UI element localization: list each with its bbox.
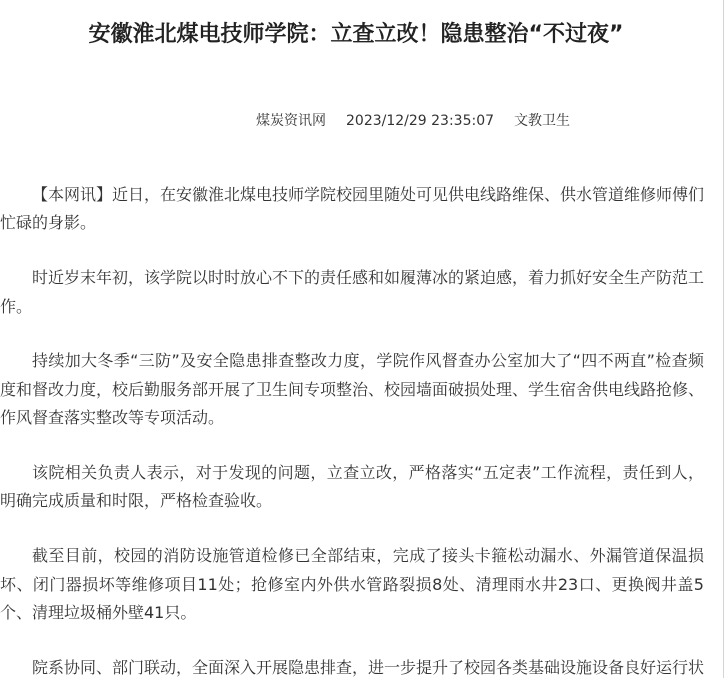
article-paragraph: 时近岁末年初，该学院以时时放心不下的责任感和如履薄冰的紧迫感，着力抓好安全生产防范工作。 [0,268,705,316]
article-category[interactable]: 文教卫生 [514,113,571,129]
article-title: 安徽淮北煤电技师学院：立查立改！隐患整治“不过夜” [88,22,624,47]
article-paragraph: 【本网讯】近日，在安徽淮北煤电技师学院校园里随处可见供电线路维保、供水管道维修师傅们忙碌的身影。 [0,185,705,233]
article-meta [0,111,704,131]
article-body [0,181,704,678]
article-paragraph: 截至目前，校园的消防设施管道检修已全部结束，完成了接头卡箍松动漏水、外漏管道保温损坏、闭门器损坏等维修项目11处；抢修室内外供水管路裂损8处、清理雨水井23口、更换阀井盖5个、清理垃圾桶外壁41只。 [0,546,704,623]
article-datetime: 2023/12/29 23:35:07 [346,113,495,129]
article-source[interactable]: 煤炭资讯网 [256,113,326,129]
scrollbar-track[interactable] [723,0,728,678]
article-paragraph: 该院相关负责人表示，对于发现的问题，立查立改，严格落实“五定表”工作流程，责任到人，明确完成质量和时限，严格检查验收。 [0,463,704,511]
article-paragraph: 院系协同、部门联动，全面深入开展隐患排查，进一步提升了校园各类基础设施设备良好运行状 [32,657,705,677]
article-paragraph: 持续加大冬季“三防”及安全隐患排查整改力度，学院作风督查办公室加大了“四不两直”检查频度和督改力度，校后勤服务部开展了卫生间专项整治、校园墙面破损处理、学生宿舍供电线路抢修、作风督查落实整改等专项活动。 [0,351,705,428]
